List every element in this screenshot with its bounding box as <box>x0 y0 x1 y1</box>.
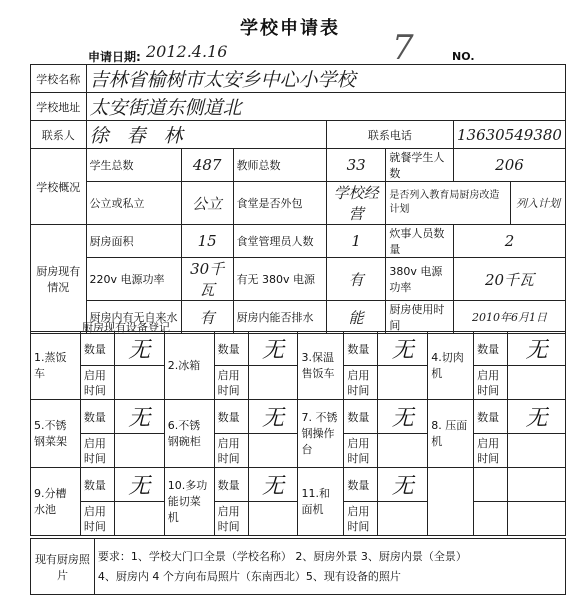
equipment-qty-label: 数量 <box>344 468 378 502</box>
equipment-table <box>30 331 566 536</box>
equipment-blank-cell <box>508 468 566 502</box>
phone-label: 联系电话 <box>326 121 453 149</box>
equipment-time-value <box>378 366 428 400</box>
school-name-value: 吉林省榆树市太安乡中心小学校 <box>86 65 565 93</box>
equipment-time-value <box>114 434 164 468</box>
equipment-qty-label: 数量 <box>214 400 248 434</box>
date-label: 申请日期: <box>88 50 141 64</box>
canteen-managers-value: 1 <box>326 225 386 258</box>
no-label: NO. <box>452 50 475 63</box>
public-private-label: 公立或私立 <box>86 182 181 225</box>
equipment-qty-label: 数量 <box>80 400 114 434</box>
equipment-time-label: 启用时间 <box>214 502 248 536</box>
equipment-time-label: 启用时间 <box>474 434 508 468</box>
equipment-name: 11.和面机 <box>298 468 344 536</box>
kitchen-label: 厨房现有情况 <box>31 225 87 334</box>
public-private-value: 公立 <box>181 182 233 225</box>
equipment-time-label: 启用时间 <box>80 502 114 536</box>
equipment-blank-cell <box>474 502 508 536</box>
equipment-qty-label: 数量 <box>214 332 248 366</box>
renovation-plan-label: 是否列入教育局厨房改造计划 <box>386 182 511 225</box>
equipment-blank-cell <box>508 502 566 536</box>
form-title: 学校申请表 <box>240 18 340 39</box>
equipment-name: 9.分槽水池 <box>31 468 81 536</box>
equipment-time-value <box>378 502 428 536</box>
equipment-header: 厨房现有设备登记 <box>82 321 170 334</box>
equipment-name: 2.冰箱 <box>164 332 214 400</box>
equipment-qty-value: 无 <box>114 468 164 502</box>
area-value: 15 <box>181 225 233 258</box>
equipment-qty-label: 数量 <box>80 332 114 366</box>
school-name-label: 学校名称 <box>31 65 87 93</box>
equipment-qty-label: 数量 <box>344 332 378 366</box>
equipment-name: 6.不锈钢碗柜 <box>164 400 214 468</box>
equipment-time-value <box>508 366 566 400</box>
drainage-value: 能 <box>326 301 386 334</box>
canteen-managers-label: 食堂管理员人数 <box>233 225 326 258</box>
equipment-time-value <box>248 366 298 400</box>
equipment-time-value <box>248 502 298 536</box>
equipment-time-label: 启用时间 <box>80 366 114 400</box>
equipment-qty-label: 数量 <box>474 400 508 434</box>
overview-label: 学校概况 <box>31 149 87 225</box>
cooks-value: 2 <box>453 225 565 258</box>
equipment-blank-cell <box>428 468 474 536</box>
equipment-name: 4.切肉机 <box>428 332 474 400</box>
equipment-qty-value: 无 <box>114 332 164 366</box>
has380-label: 有无 380v 电源 <box>233 258 326 301</box>
has380-value: 有 <box>326 258 386 301</box>
equipment-qty-value: 无 <box>248 400 298 434</box>
canteen-outsourced-label: 食堂是否外包 <box>233 182 326 225</box>
use-time-value: 2010年6月1日 <box>453 301 565 334</box>
contact-label: 联系人 <box>31 121 87 149</box>
power380-label: 380v 电源功率 <box>386 258 454 301</box>
photos-label: 现有厨房照片 <box>31 539 95 595</box>
equipment-qty-label: 数量 <box>214 468 248 502</box>
equipment-name: 8. 压面机 <box>428 400 474 468</box>
equipment-name: 3.保温售饭车 <box>298 332 344 400</box>
teachers-value: 33 <box>326 149 386 182</box>
power380-value: 20千瓦 <box>453 258 565 301</box>
equipment-time-value <box>508 434 566 468</box>
equipment-qty-value: 无 <box>114 400 164 434</box>
equipment-name: 5.不锈钢菜架 <box>31 400 81 468</box>
equipment-time-label: 启用时间 <box>214 434 248 468</box>
photos-requirements-line2: 4、厨房内 4 个方向布局照片（东南西北）5、现有设备的照片 <box>97 569 401 583</box>
renovation-plan-value: 列入计划 <box>510 182 565 225</box>
school-info-table <box>30 64 566 334</box>
students-value: 487 <box>181 149 233 182</box>
equipment-name: 1.蒸饭车 <box>31 332 81 400</box>
dining-students-label: 就餐学生人数 <box>386 149 454 182</box>
equipment-time-label: 启用时间 <box>344 434 378 468</box>
equipment-qty-value: 无 <box>248 468 298 502</box>
canteen-outsourced-value: 学校经营 <box>326 182 386 225</box>
teachers-label: 教师总数 <box>233 149 326 182</box>
equipment-time-value <box>114 366 164 400</box>
equipment-time-label: 启用时间 <box>344 366 378 400</box>
equipment-qty-label: 数量 <box>80 468 114 502</box>
power220-value: 30千瓦 <box>181 258 233 301</box>
tap-water-value: 有 <box>181 301 233 334</box>
equipment-time-value <box>248 434 298 468</box>
equipment-qty-value: 无 <box>508 400 566 434</box>
equipment-time-label: 启用时间 <box>214 366 248 400</box>
date-value: 2012.4.16 <box>146 42 228 61</box>
equipment-qty-value: 无 <box>248 332 298 366</box>
school-address-value: 太安街道东侧道北 <box>86 93 565 121</box>
use-time-label: 厨房使用时间 <box>386 301 454 334</box>
equipment-qty-value: 无 <box>378 400 428 434</box>
equipment-qty-value: 无 <box>378 468 428 502</box>
school-address-label: 学校地址 <box>31 93 87 121</box>
power220-label: 220v 电源功率 <box>86 258 181 301</box>
area-label: 厨房面积 <box>86 225 181 258</box>
cooks-label: 炊事人员数量 <box>386 225 454 258</box>
phone-value: 13630549380 <box>453 121 565 149</box>
tap-water-label: 厨房内有无自来水 <box>86 301 181 334</box>
handwritten-number: 7 <box>392 28 414 68</box>
equipment-qty-label: 数量 <box>474 332 508 366</box>
equipment-time-label: 启用时间 <box>80 434 114 468</box>
equipment-name: 7. 不锈钢操作台 <box>298 400 344 468</box>
equipment-name: 10.多功能切菜机 <box>164 468 214 536</box>
contact-value: 徐 春 林 <box>86 121 326 149</box>
equipment-blank-cell <box>474 468 508 502</box>
equipment-qty-value: 无 <box>378 332 428 366</box>
equipment-time-label: 启用时间 <box>344 502 378 536</box>
students-label: 学生总数 <box>86 149 181 182</box>
equipment-time-value <box>114 502 164 536</box>
equipment-qty-value: 无 <box>508 332 566 366</box>
drainage-label: 厨房内能否排水 <box>233 301 326 334</box>
dining-students-value: 206 <box>453 149 565 182</box>
photos-table <box>30 538 566 595</box>
equipment-qty-label: 数量 <box>344 400 378 434</box>
photos-requirements-line1: 要求：1、学校大门口全景（学校名称） 2、厨房外景 3、厨房内景（全景） <box>97 549 467 563</box>
equipment-time-label: 启用时间 <box>474 366 508 400</box>
equipment-time-value <box>378 434 428 468</box>
